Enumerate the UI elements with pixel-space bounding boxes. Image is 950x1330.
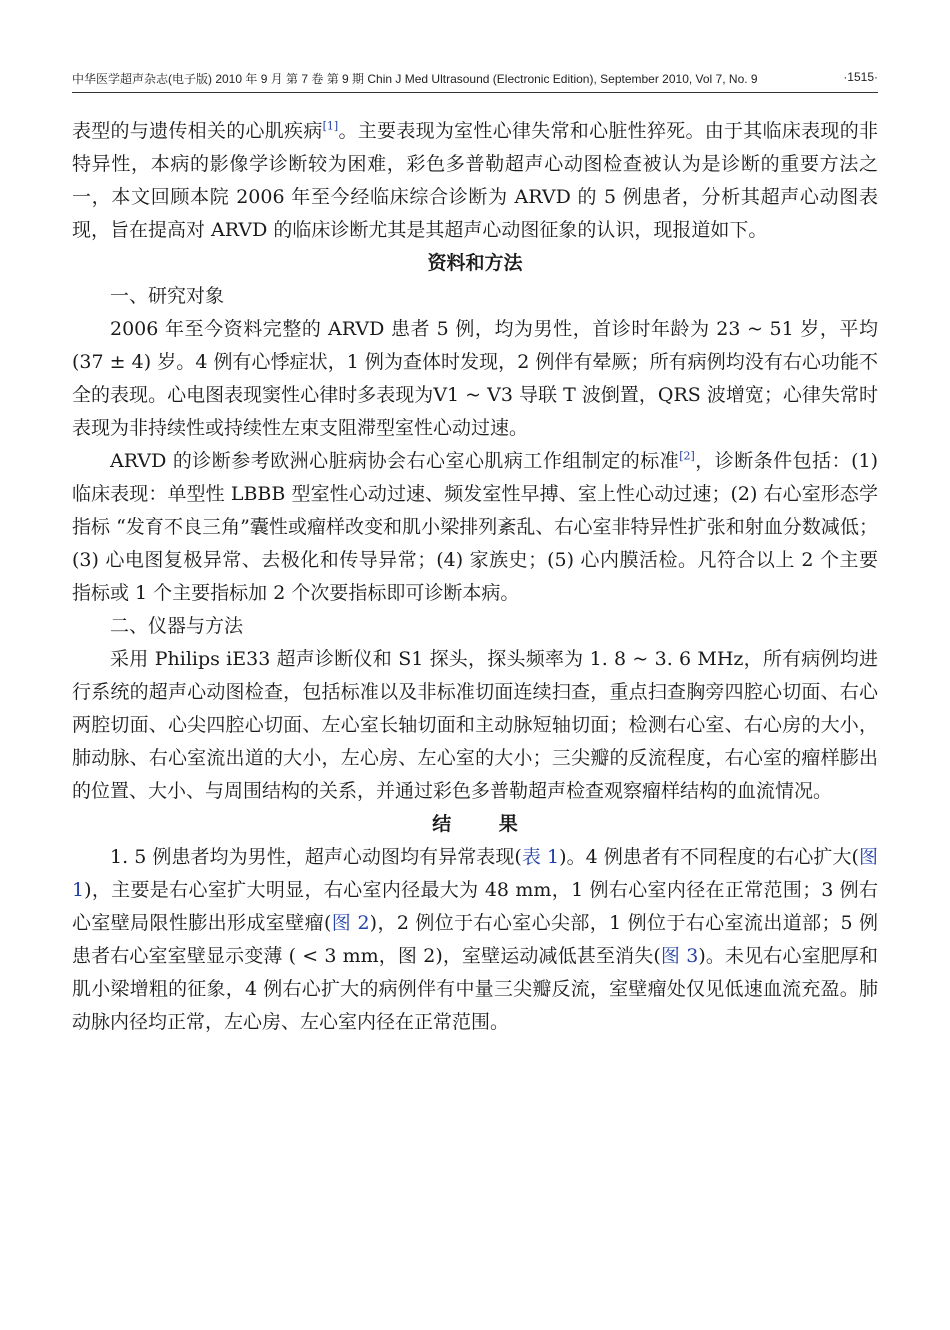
header-rule	[72, 92, 878, 93]
results-text-3: )，主要是右心室扩大明显，右心室内径最大为 48 mm，1 例右心室内径在正常范围；3 例右心室壁局限性膨出形成室壁瘤(	[72, 879, 878, 934]
instruments-paragraph: 采用 Philips iE33 超声诊断仪和 S1 探头，探头频率为 1. 8 ~ 3. 6 MHz，所有病例均进行系统的超声心动图检查，包括标准以及非标准切面连续扫查，重点扫查胸旁四腔心切面、右心两腔切面、心尖四腔心切面、左心室长轴切面和主动脉短轴切面；检测右心室、右心房的大小，肺动脉、右心室流出道的大小，左心房、左心室的大小；三尖瓣的反流程度，右心室的瘤样膨出的位置、大小、与周围结构的关系，并通过彩色多普勒超声检查观察瘤样结构的血流情况。	[72, 648, 878, 802]
results-text-4: )，2 例位于右心室心尖部，1 例位于右心室流出道部；5 例患者右心室室壁显示变薄 ( < 3 mm，图 2)，室壁运动减低甚至消失(	[72, 912, 878, 967]
criteria-text-a: ARVD 的诊断参考欧洲心脏病协会右心室心肌病工作组制定的标准	[110, 450, 680, 472]
figure-1-link[interactable]: 图 1	[72, 846, 878, 901]
results-text-2: )。4 例患者有不同程度的右心扩大(	[559, 846, 859, 868]
intro-text-b: 。主要表现为室性心律失常和心脏性猝死。由于其临床表现的非特异性，本病的影像学诊断较为困难，彩色多普勒超声心动图检查被认为是诊断的重要方法之一，本文回顾本院 2006 年至今经临床综合诊断为 ARVD 的 5 例患者，分析其超声心动图表现，旨在提高对 ARVD 的临床诊断尤其是其超声心动图征象的认识，现报道如下。	[72, 120, 878, 241]
citation-2[interactable]: [2]	[679, 449, 695, 463]
results-text-1: 1. 5 例患者均为男性，超声心动图均有异常表现(	[110, 846, 522, 868]
results-paragraph	[72, 841, 878, 1039]
journal-citation: 中华医学超声杂志(电子版) 2010 年 9 月 第 7 卷 第 9 期 Chin J Med Ultrasound (Electronic Edition), September 2010, Vol 7, No. 9	[72, 72, 758, 86]
citation-1[interactable]: [1]	[322, 119, 339, 133]
table-1-link[interactable]: 表 1	[521, 846, 560, 868]
intro-text-a: 表型的与遗传相关的心肌疾病	[72, 120, 323, 142]
subsection-title-subjects: 一、研究对象	[110, 285, 225, 307]
results-heading: 结果	[432, 813, 566, 835]
article-body	[72, 115, 878, 1039]
figure-2-link[interactable]: 图 2	[331, 912, 370, 934]
results-text-5: )。未见右心室肥厚和肌小梁增粗的征象，4 例右心扩大的病例伴有中量三尖瓣反流，室壁瘤处仅见低速血流充盈。肺动脉内径均正常，左心房、左心室内径在正常范围。	[72, 945, 878, 1033]
intro-paragraph	[72, 115, 878, 247]
criteria-text-b: ，诊断条件包括：(1) 临床表现：单型性 LBBB 型室性心动过速、频发室性早搏、室上性心动过速；(2) 右心室形态学指标 “发育不良三角”囊性或瘤样改变和肌小梁排列紊乱、右心室非特异性扩张和射血分数减低；(3) 心电图复极异常、去极化和传导异常；(4) 家族史；(5) 心内膜活检。凡符合以上 2 个主要指标或 1 个主要指标加 2 个次要指标即可诊断本病。	[72, 450, 878, 604]
page-number: ·1515·	[843, 70, 878, 84]
subjects-paragraph: 2006 年至今资料完整的 ARVD 患者 5 例，均为男性，首诊时年龄为 23 ~ 51 岁，平均(37 ± 4) 岁。4 例有心悸症状，1 例为查体时发现，2 例伴有晕厥；所有病例均没有右心功能不全的表现。心电图表现窦性心律时多表现为V1 ~ V3 导联 T 波倒置，QRS 波增宽；心律失常时表现为非持续性或持续性左束支阻滞型室性心动过速。	[72, 318, 878, 439]
subsection-title-instruments: 二、仪器与方法	[110, 615, 244, 637]
criteria-paragraph	[72, 445, 878, 610]
figure-3-link[interactable]: 图 3	[660, 945, 699, 967]
methods-heading: 资料和方法	[427, 252, 523, 274]
